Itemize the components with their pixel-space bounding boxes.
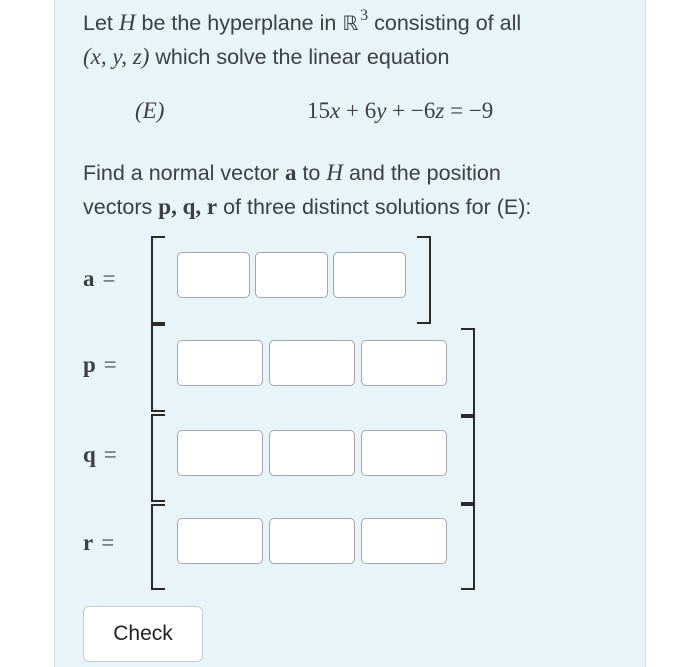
vector-r-label bbox=[83, 530, 114, 556]
text: Find a normal vector bbox=[83, 161, 279, 185]
text: consisting of all bbox=[374, 11, 522, 35]
left-bracket bbox=[151, 504, 165, 590]
vector-a-label bbox=[83, 266, 115, 292]
label-text: a bbox=[83, 266, 95, 291]
vector-p-component-3[interactable] bbox=[361, 340, 447, 386]
right-bracket bbox=[461, 328, 475, 416]
left-bracket bbox=[151, 236, 165, 324]
problem-line-2 bbox=[83, 40, 449, 74]
vector-p-component-2[interactable] bbox=[269, 340, 355, 386]
hyperplane-symbol: H bbox=[118, 10, 136, 35]
equals-sign: = bbox=[101, 530, 115, 555]
vector-q-component-2[interactable] bbox=[269, 430, 355, 476]
text: which solve the linear equation bbox=[155, 45, 450, 69]
equation-body: 15x + 6y + −6z = −9 bbox=[307, 98, 494, 123]
vector-a-component-3[interactable] bbox=[333, 252, 406, 298]
label-text: q bbox=[83, 442, 96, 467]
left-bracket bbox=[151, 324, 165, 412]
vector-a-component-2[interactable] bbox=[255, 252, 328, 298]
equals-sign: = bbox=[102, 266, 116, 291]
exponent: 3 bbox=[360, 7, 369, 24]
right-bracket bbox=[461, 504, 475, 590]
vector-p-label bbox=[83, 352, 117, 378]
text: of three distinct solutions for (E): bbox=[223, 195, 532, 219]
xyz-tuple: (x, y, z) bbox=[83, 44, 150, 69]
vector-a-component-1[interactable] bbox=[177, 252, 250, 298]
right-bracket bbox=[417, 236, 431, 324]
equation-label: (E) bbox=[135, 98, 165, 123]
vector-r-component-3[interactable] bbox=[361, 518, 447, 564]
text: vectors bbox=[83, 195, 153, 219]
right-bracket bbox=[461, 416, 475, 504]
check-button[interactable]: Check bbox=[83, 606, 203, 662]
text: to bbox=[302, 161, 321, 185]
real-numbers-symbol: ℝ bbox=[342, 11, 359, 35]
vectors-pqr-symbol: p, q, r bbox=[158, 194, 218, 219]
vector-q-component-3[interactable] bbox=[361, 430, 447, 476]
vector-r-component-1[interactable] bbox=[177, 518, 263, 564]
instruction-line-1 bbox=[83, 156, 501, 190]
text: be the hyperplane in bbox=[141, 11, 337, 35]
vector-a-symbol: a bbox=[284, 160, 297, 185]
text: and the position bbox=[348, 161, 501, 185]
vector-q-label bbox=[83, 442, 117, 468]
question-card bbox=[54, 0, 646, 667]
vector-r-component-2[interactable] bbox=[269, 518, 355, 564]
hyperplane-symbol: H bbox=[326, 160, 343, 185]
equals-sign: = bbox=[103, 442, 117, 467]
text: Let bbox=[83, 11, 113, 35]
vector-q-component-1[interactable] bbox=[177, 430, 263, 476]
instruction-line-2 bbox=[83, 190, 531, 224]
left-bracket bbox=[151, 414, 165, 502]
label-text: p bbox=[83, 352, 96, 377]
problem-line-1 bbox=[83, 6, 521, 43]
label-text: r bbox=[83, 530, 94, 555]
vector-p-component-1[interactable] bbox=[177, 340, 263, 386]
equals-sign: = bbox=[103, 352, 117, 377]
